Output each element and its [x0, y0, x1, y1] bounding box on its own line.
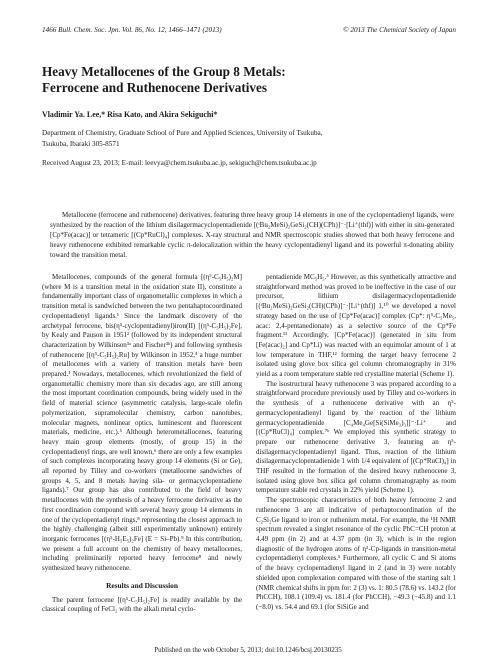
section-heading: Results and Discussion: [106, 580, 178, 590]
right-paragraph-2: The isostructural heavy ruthenocene 3 was prepared according to a straightforward procedure previously used by Tilley and co-workers in the synthesis of a ruthenocene derivative with an η⁵-germacyclopentadienyl ligand by the reaction of the lithium germacyclopentadienide [C₄Me₄Ge[Si(SiMe₃)₃]]⁻·Li⁺ and [(Cp*RuCl)₄] complex.⁷ᵇ We employed this synthetic strategy to prepare our ruthenocene derivative 3, featuring an η⁵-disilagermacyclopentadienyl ligand. Thus, reaction of the lithium disilagermacyclopentadienide 1 with 1/4 equivalent of [(Cp*RuCl)₄] in THF resulted in the formation of the desired heavy ruthenocene 3, isolated using glove box silica gel column chromatography as room temperature stable red crystals in 22% yield (Scheme 1).: [256, 379, 456, 495]
affiliation-line-2: Tsukuba, Ibaraki 305-8571: [42, 139, 120, 148]
left-column: [42, 273, 242, 615]
results-paragraph: The parent ferrocene [(η⁵-C₅H₅)₂Fe] is readily available by the classical coupling of FeCl₂ with the alkali metal cyclo-: [42, 595, 242, 614]
publication-footer: Published on the web October 5, 2013; doi:10.1246/bcsj.20130235: [154, 646, 342, 654]
abstract: Metallocene (ferrocene and ruthenocene) derivatives, featuring three heavy group 14 elements in one of the cyclopentadienyl ligands, were synthesized by the reaction of the lithium disilagermacyclopentadienide [(ᵗBu₂MeSi)₂GeSi₂(CH)(CPh)]⁻·[Li⁺(thf)] with either in situ-generated [Cp*Fe(acac)] or tetrameric [(Cp*RuCl)₄] complexes. X-ray structural and NMR spectroscopic studies showed that both heavy ferrocene and heavy ruthenocene exhibited remarkable cyclic π-delocalization within the heavy cyclopentadienyl ligand and its powerful π-donating ability toward the transition metal.: [50, 211, 454, 259]
right-paragraph-1: pentadienide MC₅H₅.⁵ However, as this synthetically attractive and straightforward method was proved to be ineffective in the case of our precursor, lithium disilagermacyclopentadienide [(ᵗBu₂MeSi)₂GeSi₂(CH)(CPh)]⁻·[Li⁺(thf)] 1,¹⁰ we developed a novel strategy based on the use of [Cp*Fe(acac)] complex (Cp*: η⁵-C₅Me₅, acac: 2,4-pentanedionate) as a selective source of the Cp*Fe fragment.¹¹ Accordingly, [Cp*Fe(acac)] (generated in situ from [Fe(acac)₂] and Cp*Li) was reacted with an equimolar amount of 1 at low temperature in THF,¹² forming the target heavy ferrocene 2 isolated using glove box silica gel column chromatography in 31% yield as a room temperature stable red crystalline material (Scheme 1).: [256, 273, 456, 379]
running-header: [42, 26, 456, 40]
affiliation: [42, 128, 456, 149]
title-block: [42, 64, 456, 167]
affiliation-line-1: Department of Chemistry, Graduate School of Pure and Applied Sciences, University of Tsukuba,: [42, 129, 323, 137]
received-date-email: Received August 23, 2013; E-mail: leevya@chem.tsukuba.ac.jp, sekiguch@chem.tsukuba.ac.jp: [42, 159, 317, 167]
article-title: [42, 64, 456, 96]
journal-citation: 1466 Bull. Chem. Soc. Jpn. Vol. 86, No. 12, 1466–1471 (2013): [42, 26, 222, 34]
title-line-1: Heavy Metallocenes of the Group 8 Metals:: [42, 64, 286, 79]
title-line-2: Ferrocene and Ruthenocene Derivatives: [42, 80, 267, 95]
intro-paragraph: Metallocenes, compounds of the general formula [(η⁵-C₅H₅)₂M] (where M is a transition metal in the oxidation state II), constitute a fundamentally important class of organometallic complexes in which a transition metal is sandwiched between the two pentahaptocoordinated cyclopentadienyl ligands.¹ Since the landmark discovery of the archetypal ferrocene, bis(η⁵-cyclopentadienyl)iron(II) [(η⁵-C₅H₅)₂Fe], by Kealy and Pauson in 1951² (followed by its independent structural characterization by Wilkinson³ᵃ and Fischer³ᵇ) and following synthesis of ruthenocene [(η⁵-C₅H₅)₂Ru] by Wilkinson in 1952,⁴ a huge number of metallocenes with a variety of transition metals have been prepared.¹ Nowadays, metallocenes, which revolutionized the field of organometallic chemistry more than six decades ago, are still among the most important coordination compounds, being widely used in the field of material science (asymmetric catalysis, large-scale olefin polymerization, supramolecular chemistry, carbon nanotubes, molecular magnets, nonlinear optics, luminescent and fluorescent materials, medicine, etc.).⁵ Although heterometallocenes, featuring heavy main group elements (mostly, of group 15) in the cyclopentadienyl rings, are well known,⁶ there are only a few examples of such complexes incorporating heavy group 14 elements (Si or Ge), all reported by Tilley and co-workers (metallocene sandwiches of groups 4, 5, and 8 metals having sila- or germacyclopentadiene ligands).⁷ Our group has also contributed to the field of heavy metallocenes with the synthesis of a heavy ferrocene derivative as the first coordination compound with several heavy group 14 elements in one of the cyclopentadienyl rings,⁸ representing the closest approach to the highly challenging (albeit still experimentally unknown) entirely inorganic ferrocenes [(η⁵-H₅E₅)₂Fe] (E = Si–Pb).⁹ In this contribution, we present a full account on the chemistry of heavy metallocenes, including preliminarily reported heavy ferrocene⁸ and newly synthesized heavy ruthenocene.: [42, 273, 242, 573]
right-column: [256, 273, 456, 613]
copyright-notice: © 2013 The Chemical Society of Japan: [343, 26, 456, 34]
right-paragraph-3: The spectroscopic characteristics of both heavy ferrocene 2 and ruthenocene 3 are all indicative of perhaptocoordination of the C₂Si₂Ge ligand to iron or ruthenium metal. For example, the ¹H NMR spectrum revealed a singlet resonance of the cyclic PhC=CH proton at 4.49 ppm (in 2) and at 4.37 ppm (in 3), which is in the region diagnostic of the hydrogen atoms of η⁵-Cp-ligands in transition-metal cyclopentadienyl complexes.⁵ Furthermore, all cyclic C and Si atoms of the heavy cyclopentadienyl ligand in 2 (and in 3) were notably shielded upon complexation compared with those of the starting salt 1 (NMR chemical shifts in ppm for: 2 (3) vs. 1: 80.5 (78.6) vs. 143.2 (for PhCCH), 108.1 (109.4) vs. 181.4 (for PhCCH), −49.3 (−45.8) and 1.1 (−8.0) vs. 54.4 and 69.1 (for SiSiGe and: [256, 496, 456, 611]
author-list: Vladimir Ya. Lee,* Risa Kato, and Akira Sekiguchi*: [42, 110, 218, 119]
